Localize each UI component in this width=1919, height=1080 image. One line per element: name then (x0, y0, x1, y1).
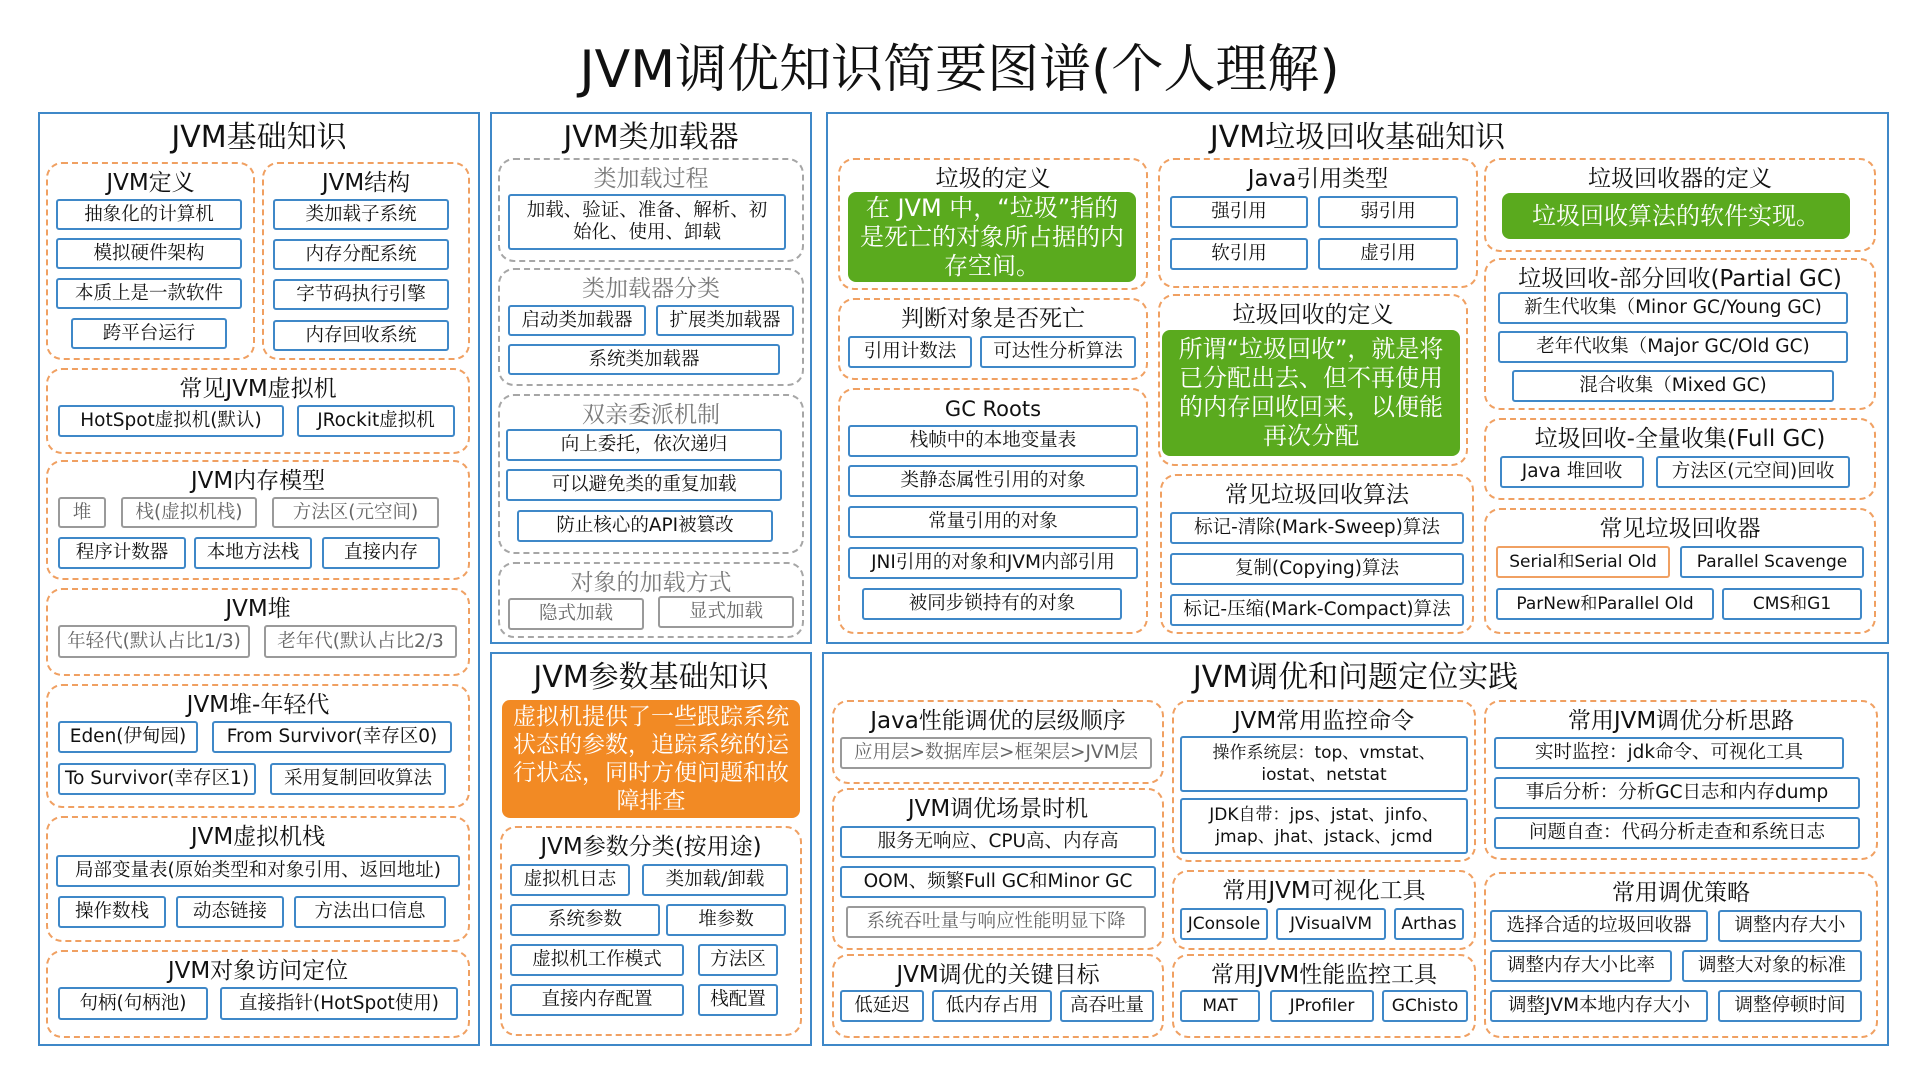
item-handle: 句柄(句柄池) (58, 987, 208, 1020)
item-jrockit: JRockit虚拟机 (297, 405, 455, 437)
group-title: 常见垃圾回收器 (1599, 516, 1761, 542)
item-arthas: Arthas (1394, 908, 1464, 940)
params-description-text: 虚拟机提供了一些跟踪系统状态的参数，追踪系统的运行状态，同时方便问题和故障排查 (502, 700, 800, 818)
item-local-vars: 局部变量表(原始类型和对象引用、返回地址) (56, 855, 460, 887)
item-low-latency: 低延迟 (840, 990, 924, 1022)
item-realtime-monitor: 实时监控：jdk命令、可视化工具 (1494, 737, 1844, 769)
group-title: 垃圾回收器的定义 (1588, 166, 1772, 192)
item-mixed-gc: 混合收集（Mixed GC) (1512, 370, 1834, 402)
collector-definition-text: 垃圾回收算法的软件实现。 (1502, 193, 1850, 239)
item-eden: Eden(伊甸园) (58, 721, 198, 753)
item-stack-locals: 栈帧中的本地变量表 (848, 425, 1138, 457)
item-simulated-hardware: 模拟硬件架构 (56, 238, 242, 269)
garbage-definition-text: 在 JVM 中，“垃圾”指的是死亡的对象所占据的内存空间。 (848, 192, 1136, 282)
item-direct-memory-config: 直接内存配置 (510, 984, 684, 1016)
item-system-loader: 系统类加载器 (508, 344, 780, 375)
item-young-gen: 年轻代(默认占比1/3) (58, 625, 250, 658)
item-jprofiler: JProfiler (1270, 990, 1374, 1022)
item-direct-pointer: 直接指针(HotSpot使用) (220, 987, 458, 1020)
item-method-exit: 方法出口信息 (294, 896, 446, 928)
item-pause-time: 调整停顿时间 (1718, 990, 1862, 1022)
group-title: GC Roots (944, 397, 1042, 421)
item-constant-refs: 常量引用的对象 (848, 506, 1138, 538)
item-heap-params: 堆参数 (666, 904, 786, 936)
item-heap-gc: Java 堆回收 (1500, 456, 1644, 488)
item-cms-g1: CMS和G1 (1722, 588, 1862, 620)
item-prevent-tamper: 防止核心的API被篡改 (517, 510, 773, 542)
group-title: 常用JVM性能监控工具 (1210, 962, 1438, 988)
item-post-analysis: 事后分析：分析GC日志和内存dump (1494, 777, 1860, 809)
item-method-area: 方法区(元空间) (272, 497, 439, 528)
group-title: 常用JVM调优分析思路 (1567, 708, 1795, 734)
group-title: 垃圾回收-全量收集(Full GC) (1534, 426, 1826, 452)
item-sync-locks: 被同步锁持有的对象 (862, 588, 1122, 620)
item-oom: OOM、频繁Full GC和Minor GC (840, 866, 1156, 898)
item-vm-stack: 栈(虚拟机栈) (121, 497, 257, 528)
item-choose-collector: 选择合适的垃圾回收器 (1490, 910, 1708, 942)
item-old-gen: 老年代(默认占比2/3 (264, 625, 457, 658)
item-abstract-computer: 抽象化的计算机 (56, 199, 242, 230)
item-large-object: 调整大对象的标准 (1682, 950, 1862, 982)
item-copying: 复制(Copying)算法 (1170, 553, 1464, 585)
item-direct-memory: 直接内存 (322, 537, 440, 569)
item-jni-refs: JNI引用的对象和JVM内部引用 (848, 547, 1138, 579)
group-title: JVM对象访问定位 (167, 958, 349, 984)
item-layer-order: 应用层>数据库层>框架层>JVM层 (840, 737, 1152, 769)
item-no-response: 服务无响应、CPU高、内存高 (840, 826, 1156, 858)
panel-title: JVM垃圾回收基础知识 (1209, 120, 1506, 155)
item-class-loader-subsystem: 类加载子系统 (273, 199, 449, 230)
group-title: JVM虚拟机栈 (190, 824, 326, 850)
group-title: JVM常用监控命令 (1233, 708, 1415, 734)
item-mark-compact: 标记-压缩(Mark-Compact)算法 (1170, 594, 1464, 626)
item-copy-algorithm: 采用复制回收算法 (270, 763, 446, 795)
item-to-survivor: To Survivor(幸存区1) (58, 763, 256, 795)
item-method-area-gc: 方法区(元空间)回收 (1656, 456, 1850, 488)
item-essentially-software: 本质上是一款软件 (56, 278, 242, 309)
item-minor-gc: 新生代收集（Minor GC/Young GC) (1498, 292, 1848, 324)
item-explicit-load: 显式加载 (658, 596, 794, 628)
gc-definition-text: 所谓“垃圾回收”，就是将已分配出去、但不再使用的内存回收回来，以便能再次分配 (1162, 330, 1460, 456)
group-title: JVM结构 (321, 170, 411, 196)
item-bootstrap-loader: 启动类加载器 (508, 305, 646, 336)
group-title: 常见垃圾回收算法 (1225, 482, 1409, 508)
item-throughput-drop: 系统吞吐量与响应性能明显下降 (846, 906, 1146, 938)
item-parallel-scavenge: Parallel Scavenge (1680, 546, 1864, 578)
item-weak-ref: 弱引用 (1318, 196, 1458, 228)
group-title: JVM定义 (106, 170, 195, 196)
item-reachability: 可达性分析算法 (980, 336, 1136, 368)
group-title: JVM堆-年轻代 (186, 692, 330, 718)
group-title: 常用JVM可视化工具 (1222, 878, 1426, 904)
item-static-refs: 类静态属性引用的对象 (848, 465, 1138, 497)
group-title: JVM堆 (225, 596, 291, 622)
group-title: 常用调优策略 (1612, 880, 1750, 906)
item-memory-size: 调整内存大小 (1718, 910, 1862, 942)
item-strong-ref: 强引用 (1170, 196, 1308, 228)
item-jconsole: JConsole (1180, 908, 1268, 940)
item-system-params: 系统参数 (510, 904, 660, 936)
item-native-memory: 调整JVM本地内存大小 (1490, 990, 1708, 1022)
item-soft-ref: 软引用 (1170, 238, 1308, 270)
item-vm-log: 虚拟机日志 (510, 864, 630, 896)
panel-title: JVM调优和问题定位实践 (1192, 660, 1519, 695)
item-from-survivor: From Survivor(幸存区0) (212, 721, 452, 753)
item-implicit-load: 隐式加载 (508, 598, 644, 630)
item-mark-sweep: 标记-清除(Mark-Sweep)算法 (1170, 512, 1464, 544)
item-low-memory: 低内存占用 (932, 990, 1052, 1022)
item-self-check: 问题自查：代码分析走查和系统日志 (1494, 817, 1860, 849)
panel-title: JVM基础知识 (171, 120, 347, 155)
item-extension-loader: 扩展类加载器 (656, 305, 794, 336)
group-title: Java引用类型 (1247, 166, 1389, 192)
item-load-steps: 加载、验证、准备、解析、初始化、使用、卸载 (508, 194, 786, 250)
item-mat: MAT (1180, 990, 1260, 1022)
item-heap: 堆 (58, 497, 106, 528)
item-major-gc: 老年代收集（Major GC/Old GC) (1498, 331, 1848, 363)
item-memory-ratio: 调整内存大小比率 (1490, 950, 1672, 982)
group-title: 类加载过程 (593, 166, 709, 192)
item-ref-count: 引用计数法 (848, 336, 972, 368)
item-class-load-unload: 类加载/卸载 (642, 864, 788, 896)
panel-title: JVM参数基础知识 (533, 660, 769, 695)
item-dynamic-linking: 动态链接 (176, 896, 284, 928)
item-stack-config: 栈配置 (698, 984, 778, 1016)
group-title: 垃圾的定义 (935, 166, 1051, 192)
item-operand-stack: 操作数栈 (58, 896, 166, 928)
group-title: JVM内存模型 (190, 468, 326, 494)
item-jdk-cmds: JDK自带：jps、jstat、jinfo、jmap、jhat、jstack、jcmd (1180, 798, 1468, 854)
item-phantom-ref: 虚引用 (1318, 238, 1458, 270)
panel-title: JVM类加载器 (563, 120, 739, 155)
item-parnew: ParNew和Parallel Old (1496, 588, 1714, 620)
group-title: 垃圾回收-部分回收(Partial GC) (1518, 266, 1842, 292)
item-os-cmds: 操作系统层：top、vmstat、iostat、netstat (1180, 736, 1468, 792)
item-method-area-params: 方法区 (698, 944, 778, 976)
page-title: JVM调优知识简要图谱(个人理解) (579, 40, 1340, 100)
item-serial: Serial和Serial Old (1496, 546, 1670, 578)
group-title: 判断对象是否死亡 (901, 306, 1085, 332)
group-title: JVM调优场景时机 (907, 796, 1089, 822)
group-title: 双亲委派机制 (582, 402, 720, 428)
group-title: JVM参数分类(按用途) (540, 834, 762, 860)
item-jvisualvm: JVisualVM (1276, 908, 1386, 940)
item-program-counter: 程序计数器 (58, 537, 186, 569)
group-title: JVM调优的关键目标 (896, 962, 1100, 988)
group-title: Java性能调优的层级顺序 (870, 708, 1126, 734)
item-high-throughput: 高吞吐量 (1060, 990, 1154, 1022)
group-title: 垃圾回收的定义 (1232, 302, 1394, 328)
item-hotspot: HotSpot虚拟机(默认) (58, 405, 284, 437)
item-gchisto: GChisto (1382, 990, 1468, 1022)
item-memory-allocation: 内存分配系统 (273, 239, 449, 270)
item-avoid-duplicate: 可以避免类的重复加载 (506, 469, 782, 501)
item-bytecode-engine: 字节码执行引擎 (273, 279, 449, 310)
group-title: 常见JVM虚拟机 (179, 376, 337, 402)
group-title: 对象的加载方式 (570, 570, 732, 596)
item-delegate-up: 向上委托，依次递归 (506, 429, 782, 461)
item-vm-mode: 虚拟机工作模式 (510, 944, 684, 976)
item-memory-recycling: 内存回收系统 (273, 320, 449, 351)
group-title: 类加载器分类 (582, 276, 720, 302)
item-cross-platform: 跨平台运行 (71, 318, 227, 349)
item-native-stack: 本地方法栈 (194, 537, 312, 569)
